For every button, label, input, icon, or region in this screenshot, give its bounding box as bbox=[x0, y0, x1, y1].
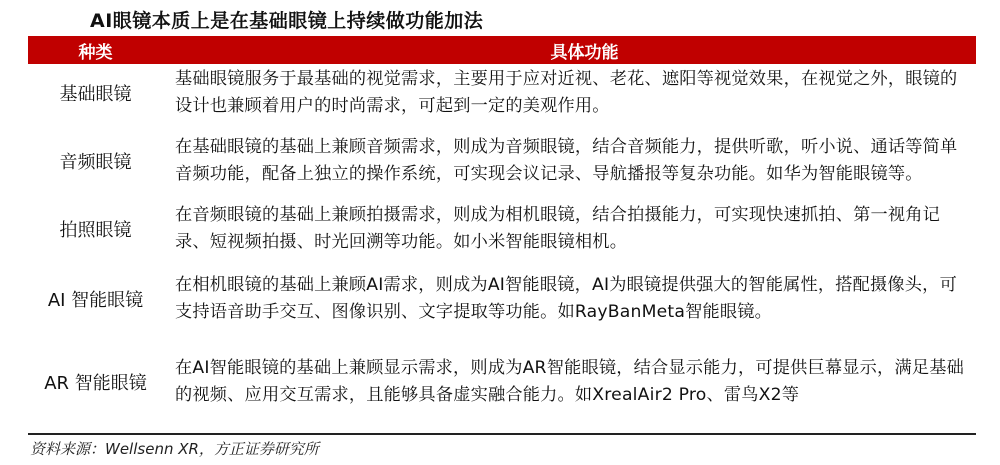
source-note: 资料来源：Wellsenn XR，方正证券研究所 bbox=[30, 440, 319, 458]
row-description: 在相机眼镜的基础上兼顾AI需求，则成为AI智能眼镜，AI为眼镜提供强大的智能属性，搭配摄像头，可支持语音助手交互、图像识别、文字提取等功能。如RayBanMeta智能眼镜。 bbox=[175, 274, 957, 322]
table-bottom-rule bbox=[28, 433, 976, 435]
table-body bbox=[28, 66, 976, 424]
table-row bbox=[28, 66, 976, 120]
row-type: AR 智能眼镜 bbox=[44, 373, 147, 394]
row-type: 拍照眼镜 bbox=[59, 220, 132, 241]
table-title: AI眼镜本质上是在基础眼镜上持续做功能加法 bbox=[90, 10, 484, 32]
row-type: 基础眼镜 bbox=[59, 84, 132, 105]
table-row bbox=[28, 340, 976, 424]
header-type: 种类 bbox=[78, 42, 113, 63]
row-description: 在基础眼镜的基础上兼顾音频需求，则成为音频眼镜，结合音频能力，提供听歌，听小说、通话等简单音频功能，配备上独立的操作系统，可实现会议记录、导航播报等复杂功能。如华为智能眼镜等。 bbox=[175, 136, 958, 184]
row-description: 在AI智能眼镜的基础上兼顾显示需求，则成为AR智能眼镜，结合显示能力，可提供巨幕显示，满足基础的视频、应用交互需求，且能够具备虚实融合能力。如XrealAir2 Pro、雷鸟X2等 bbox=[175, 358, 964, 405]
row-description: 基础眼镜服务于最基础的视觉需求，主要用于应对近视、老花、遮阳等视觉效果，在视觉之外，眼镜的设计也兼顾着用户的时尚需求，可起到一定的美观作用。 bbox=[175, 69, 958, 116]
header-function: 具体功能 bbox=[550, 42, 619, 63]
row-description: 在音频眼镜的基础上兼顾拍摄需求，则成为相机眼镜，结合拍摄能力，可实现快速抓拍、第一视角记录、短视频拍摄、时光回溯等功能。如小米智能眼镜相机。 bbox=[175, 205, 941, 252]
row-type: AI 智能眼镜 bbox=[47, 289, 144, 311]
table-row bbox=[28, 257, 976, 340]
table-header bbox=[28, 36, 976, 64]
table-row bbox=[28, 120, 976, 201]
table-row bbox=[28, 201, 976, 257]
row-type: 音频眼镜 bbox=[59, 151, 132, 173]
